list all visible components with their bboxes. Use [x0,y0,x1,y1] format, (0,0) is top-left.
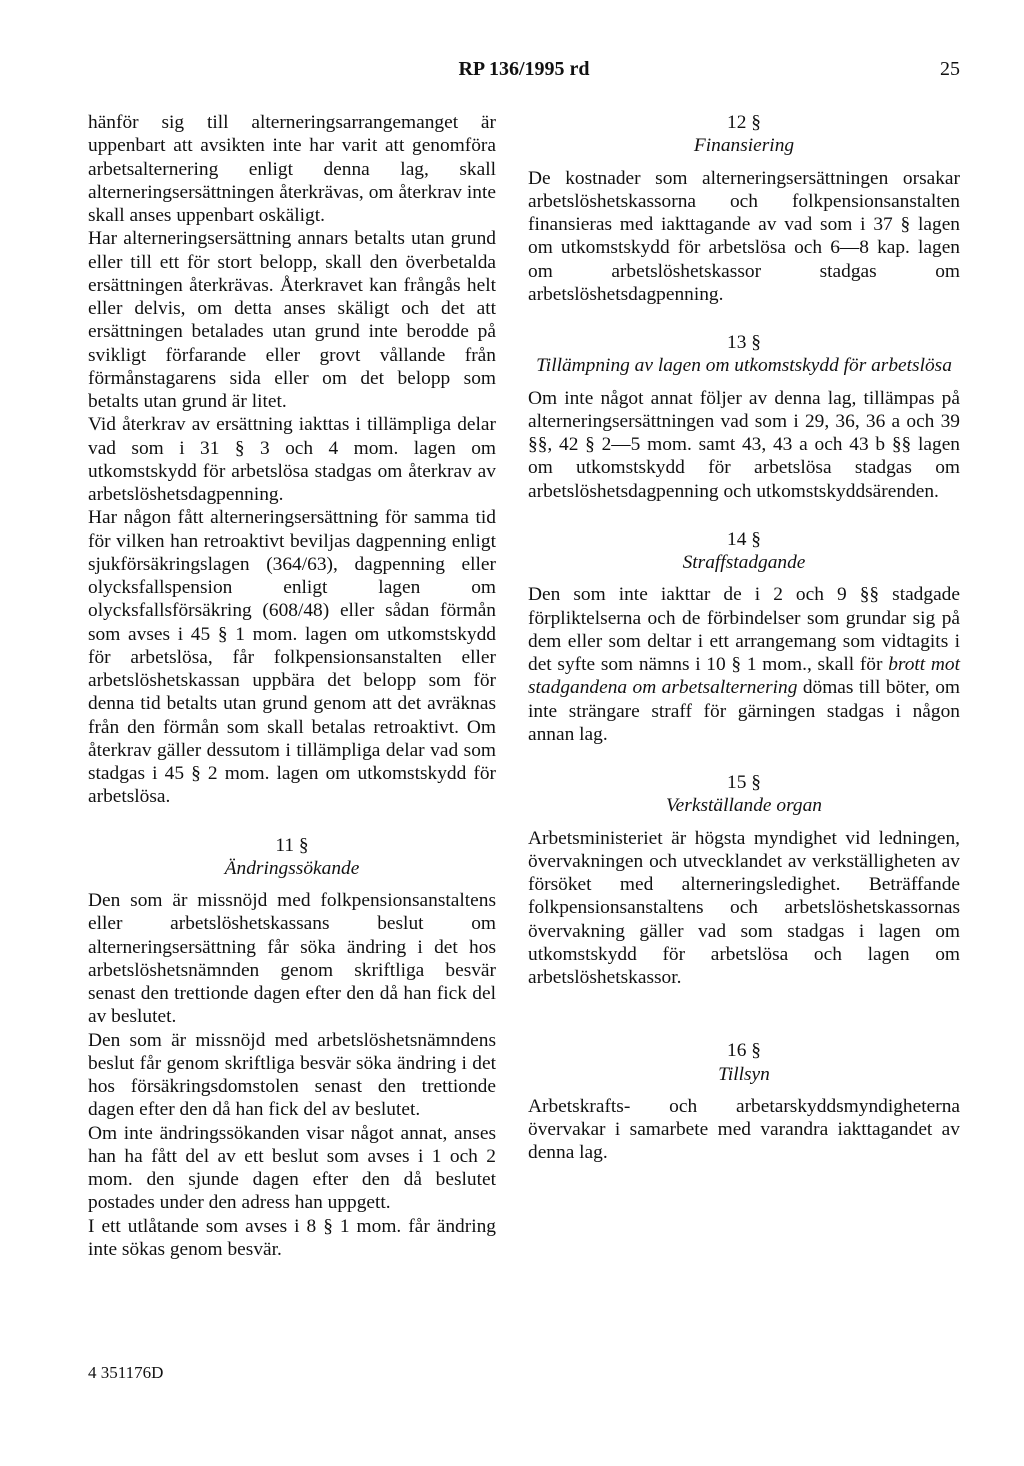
section-number: 11 § [275,834,309,856]
section-number: 14 § [727,528,761,550]
section-heading-16 [528,1039,960,1086]
section-title: Tillämpning av lagen om utkomstskydd för arbetslösa [536,355,952,377]
emphasized-text: brott mot stadgandena om arbetsalternering [528,654,960,699]
section-heading-14 [528,528,960,575]
section-heading-13 [528,331,960,378]
section-heading-12 [528,111,960,158]
paragraph: Den som är missnöjd med folkpensionsanstaltens eller arbetslöshetskassans beslut om alterneringsersättning får söka ändring i det hos arbetslöshetsnämnden genom skriftliga besvär senast den trettionde dagen efter den då han fick del av beslutet. [88,890,496,1028]
right-column [528,111,960,1165]
section-title: Finansiering [693,135,795,157]
section-heading-15 [528,771,960,818]
paragraph: Har någon fått alterneringsersättning för samma tid för vilken han retroaktivt beviljas dagpenning enligt sjukförsäkringslagen (364/63), dagpenning eller olycksfallspension enligt lagen om olycksfallsförsäkring (608/48) eller sådan förmån som avses i 45 § 1 mom. lagen om utkomstskydd för arbetslösa, får folkpensionsanstalten eller arbetslöshetskassan uppbära det belopp som för denna tid betalts utan grund genom att det avräknas från den förmån som skall betalas retroaktivt. Om återkrav gäller dessutom i tillämpliga delar vad som stadgas i 45 § 2 mom. lagen om utkomstskydd för arbetslösa. [88,507,496,808]
section-title: Tillsyn [718,1063,770,1085]
section-number: 12 § [727,112,761,133]
left-column [88,111,496,1261]
section-title: Straffstadgande [682,552,806,573]
paragraph: Om inte något annat följer av denna lag, tillämpas på alterneringsersättningen vad som i 29, 36, 36 a och 39 §§, 42 § 2—5 mom. samt 43, 43 a och 43 b §§ lagen om utkomstskydd för arbetslösa stadgas om arbetslöshetsdagpenning och utkomstskyddsärenden. [528,387,960,502]
section-heading-11 [88,834,496,881]
paragraph: Om inte ändringssökanden visar något annat, anses han ha fått del av ett beslut som avses i 1 och 2 mom. den sjunde dagen efter den då beslutet postades under den adress han uppgett. [88,1122,496,1214]
paragraph: De kostnader som alterneringsersättningen orsakar arbetslöshetskassorna och folkpensionsanstalten finansieras med iakttagande av vad som i 37 § lagen om utkomstskydd för arbetslösa och 6—8 kap. lagen om arbetslöshetskassor stadgas om arbetslöshetsdagpenning. [528,167,960,305]
section-number: 16 § [727,1040,761,1062]
paragraph: hänför sig till alterneringsarrangemanget är uppenbart att avsikten inte har varit att genomföra arbetsalternering enligt denna lag, skall alterneringsersättningen återkrävas, om återkrav inte skall anses uppenbart oskäligt. [88,112,496,226]
page-header [88,58,960,88]
section-number: 13 § [727,332,761,353]
text-run: dömas till böter, om inte strängare straff för gärningen stadgas i någon annan lag. [528,677,960,745]
paragraph [528,583,960,746]
footer-code: 4 351176D [88,1363,164,1382]
paragraph: Arbetsministeriet är högsta myndighet vid ledningen, övervakningen och utvecklandet av verkställigheten av försöket med alterneringsledighet. Beträffande folkpensionsanstaltens och arbetslöshetskassornas övervakning gäller vad som stadgas i lagen om utkomstskydd för arbetslösa och lagen om arbetslöshetskassor. [528,827,960,988]
document-title: RP 136/1995 rd [458,58,590,80]
text-run: Den som inte iakttar de i 2 och 9 §§ stadgade förpliktelserna och de förbindelser som grundar sig på dem eller som deltar i ett arrangemang som vidtagits i det syfte som nämns i 10 § 1 mom., skall för [528,584,960,675]
paragraph: Den som är missnöjd med arbetslöshetsnämndens beslut får genom skriftliga besvär söka ändring i det hos försäkringsdomstolen senast den trettionde dagen efter den då han fick del av beslutet. [88,1029,496,1121]
section-title: Ändringssökande [224,857,360,879]
paragraph: Har alterneringsersättning annars betalts utan grund eller till ett för stort belopp, skall den överbetalda ersättningen återkrävas. Återkravet kan frångås helt eller delvis, om detta anses skäligt och det att ersättningen betalades utan grund inte berodde på svikligt förfarande eller grovt vållande från förmånstagarens sida eller om det belopp som betalts utan grund är litet. [88,228,496,412]
paragraph: Vid återkrav av ersättning iakttas i tillämpliga delar vad som i 31 § 3 och 4 mom. lagen om utkomstskydd för arbetslösa stadgas om återkrav av arbetslöshetsdagpenning. [88,414,496,505]
paragraph: I ett utlåtande som avses i 8 § 1 mom. får ändring inte sökas genom besvär. [88,1215,496,1260]
section-title: Verkställande organ [665,795,822,817]
paragraph: Arbetskrafts- och arbetarskyddsmyndigheterna övervakar i samarbete med varandra iakttagandet av denna lag. [528,1095,960,1164]
page-number: 25 [940,58,960,80]
section-number: 15 § [727,772,761,793]
